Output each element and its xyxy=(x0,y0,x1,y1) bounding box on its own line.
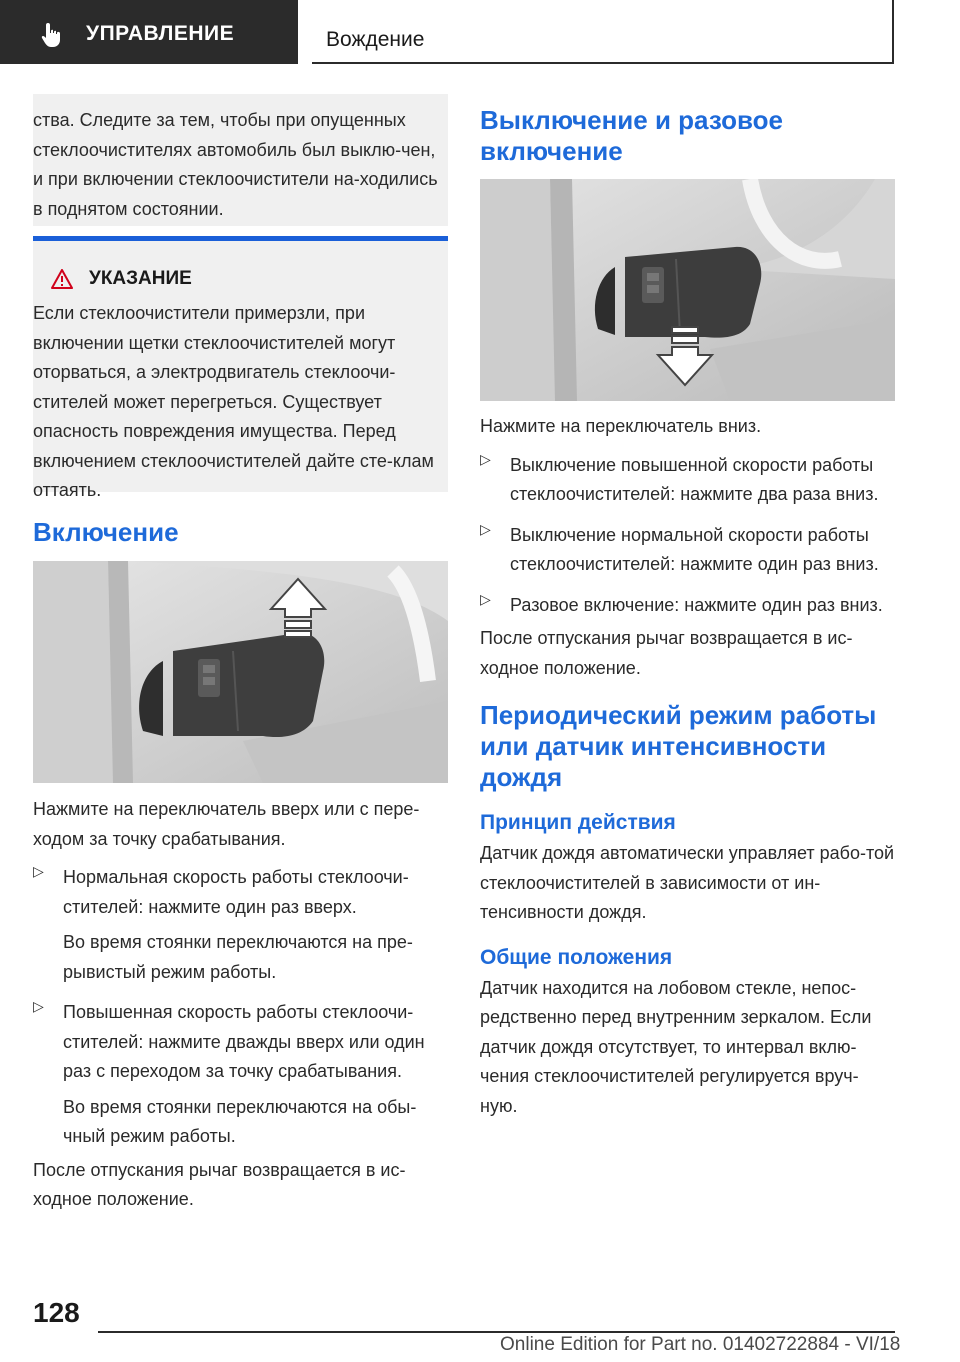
list-item: ▷ Выключение нормальной скорости работы стеклоочистителей: нажмите один раз вниз. xyxy=(480,520,879,574)
header-section-label: УПРАВЛЕНИЕ xyxy=(86,22,235,45)
section-title-rain-sensor: Периодический режим работы или датчик интенсивности дождя xyxy=(480,700,877,792)
footer-edition: Online Edition for Part no. 01402722884 - VI/18 xyxy=(500,1334,901,1355)
right-body xyxy=(480,412,895,1121)
warning-box xyxy=(33,236,448,500)
list-item-note: Во время стоянки переключаются на обы‐чный режим работы. xyxy=(63,1096,417,1146)
bullet-triangle-icon: ▷ xyxy=(480,520,491,537)
header-chapter-tab xyxy=(312,0,894,64)
bullet-triangle-icon: ▷ xyxy=(33,863,44,879)
caption-off: Нажмите на переключатель вниз. xyxy=(480,416,762,436)
list-item: ▷ Нормальная скорость работы стеклоочи‐стителей: нажмите один раз вверх. Во время стоянки переключаются на пре‐рывистый режим работы. xyxy=(33,863,448,987)
page-number: 128 xyxy=(33,1297,80,1328)
hand-pointer-icon xyxy=(40,22,64,48)
list-item: ▷ Повышенная скорость работы стеклоочи‐стителей: нажмите дважды вверх или один раз с переходом за точку срабатывания. Во время стоянки переключаются на обы‐чный режим работы. xyxy=(33,998,448,1152)
list-item: ▷ Выключение повышенной скорости работы стеклоочистителей: нажмите два раза вниз. xyxy=(480,450,879,504)
footer-divider xyxy=(98,1331,895,1333)
left-body xyxy=(33,795,448,1215)
wiper-stalk-down-image xyxy=(480,179,895,401)
list-item: ▷ Разовое включение: нажмите один раз вниз. xyxy=(480,590,883,615)
section-title-off: Выключение и разовое включение xyxy=(480,105,783,166)
warning-title: УКАЗАНИЕ xyxy=(89,268,192,289)
continued-text: ства. Следите за тем, чтобы при опущенных стеклоочистителях автомобиль был выклю‐чен, и при включении стеклоочистители на‐ходились в поднятом состоянии. xyxy=(33,110,438,219)
header-chapter-label: Вождение xyxy=(326,28,425,51)
bullet-triangle-icon: ▷ xyxy=(33,998,44,1014)
warning-title-row xyxy=(51,268,192,290)
subsection-title-principle: Принцип действия xyxy=(480,811,676,834)
wiper-stalk-up-image xyxy=(33,561,448,783)
general-text: Датчик находится на лобовом стекле, непос‐редственно перед внутренним зеркалом. Если датчик дождя отсутствует, то интервал вклю‐чения стеклоочистителей регулируется вруч‐ную. xyxy=(480,977,872,1116)
continued-note-box xyxy=(33,94,448,226)
after-text-on: После отпускания рычаг возвращается в ис‐ходное положение. xyxy=(33,1159,406,1209)
section-title-on: Включение xyxy=(33,517,179,547)
warning-text: Если стеклоочистители примерзли, при включении щетки стеклоочистителей могут оторваться, а электродвигатель стеклоочи‐стителей может перегреться. Существует опасность повреждения имущества. Перед включением стеклоочистителей дайте сте‐клам оттаять. xyxy=(33,303,434,500)
subsection-title-general: Общие положения xyxy=(480,945,673,969)
after-text-off: После отпускания рычаг возвращается в ис‐ходное положение. xyxy=(480,628,853,678)
list-item-note: Во время стоянки переключаются на пре‐рывистый режим работы. xyxy=(63,932,413,982)
caption-on: Нажмите на переключатель вверх или с пере‐ходом за точку срабатывания. xyxy=(33,799,420,849)
bullet-triangle-icon: ▷ xyxy=(480,590,491,607)
bullet-triangle-icon: ▷ xyxy=(480,450,491,467)
warning-triangle-icon xyxy=(51,269,73,289)
principle-text: Датчик дождя автоматически управляет рабо‐той стеклоочистителей в зависимости от ин‐тенсивности дождя. xyxy=(480,843,895,922)
header-section-tab xyxy=(0,0,298,64)
